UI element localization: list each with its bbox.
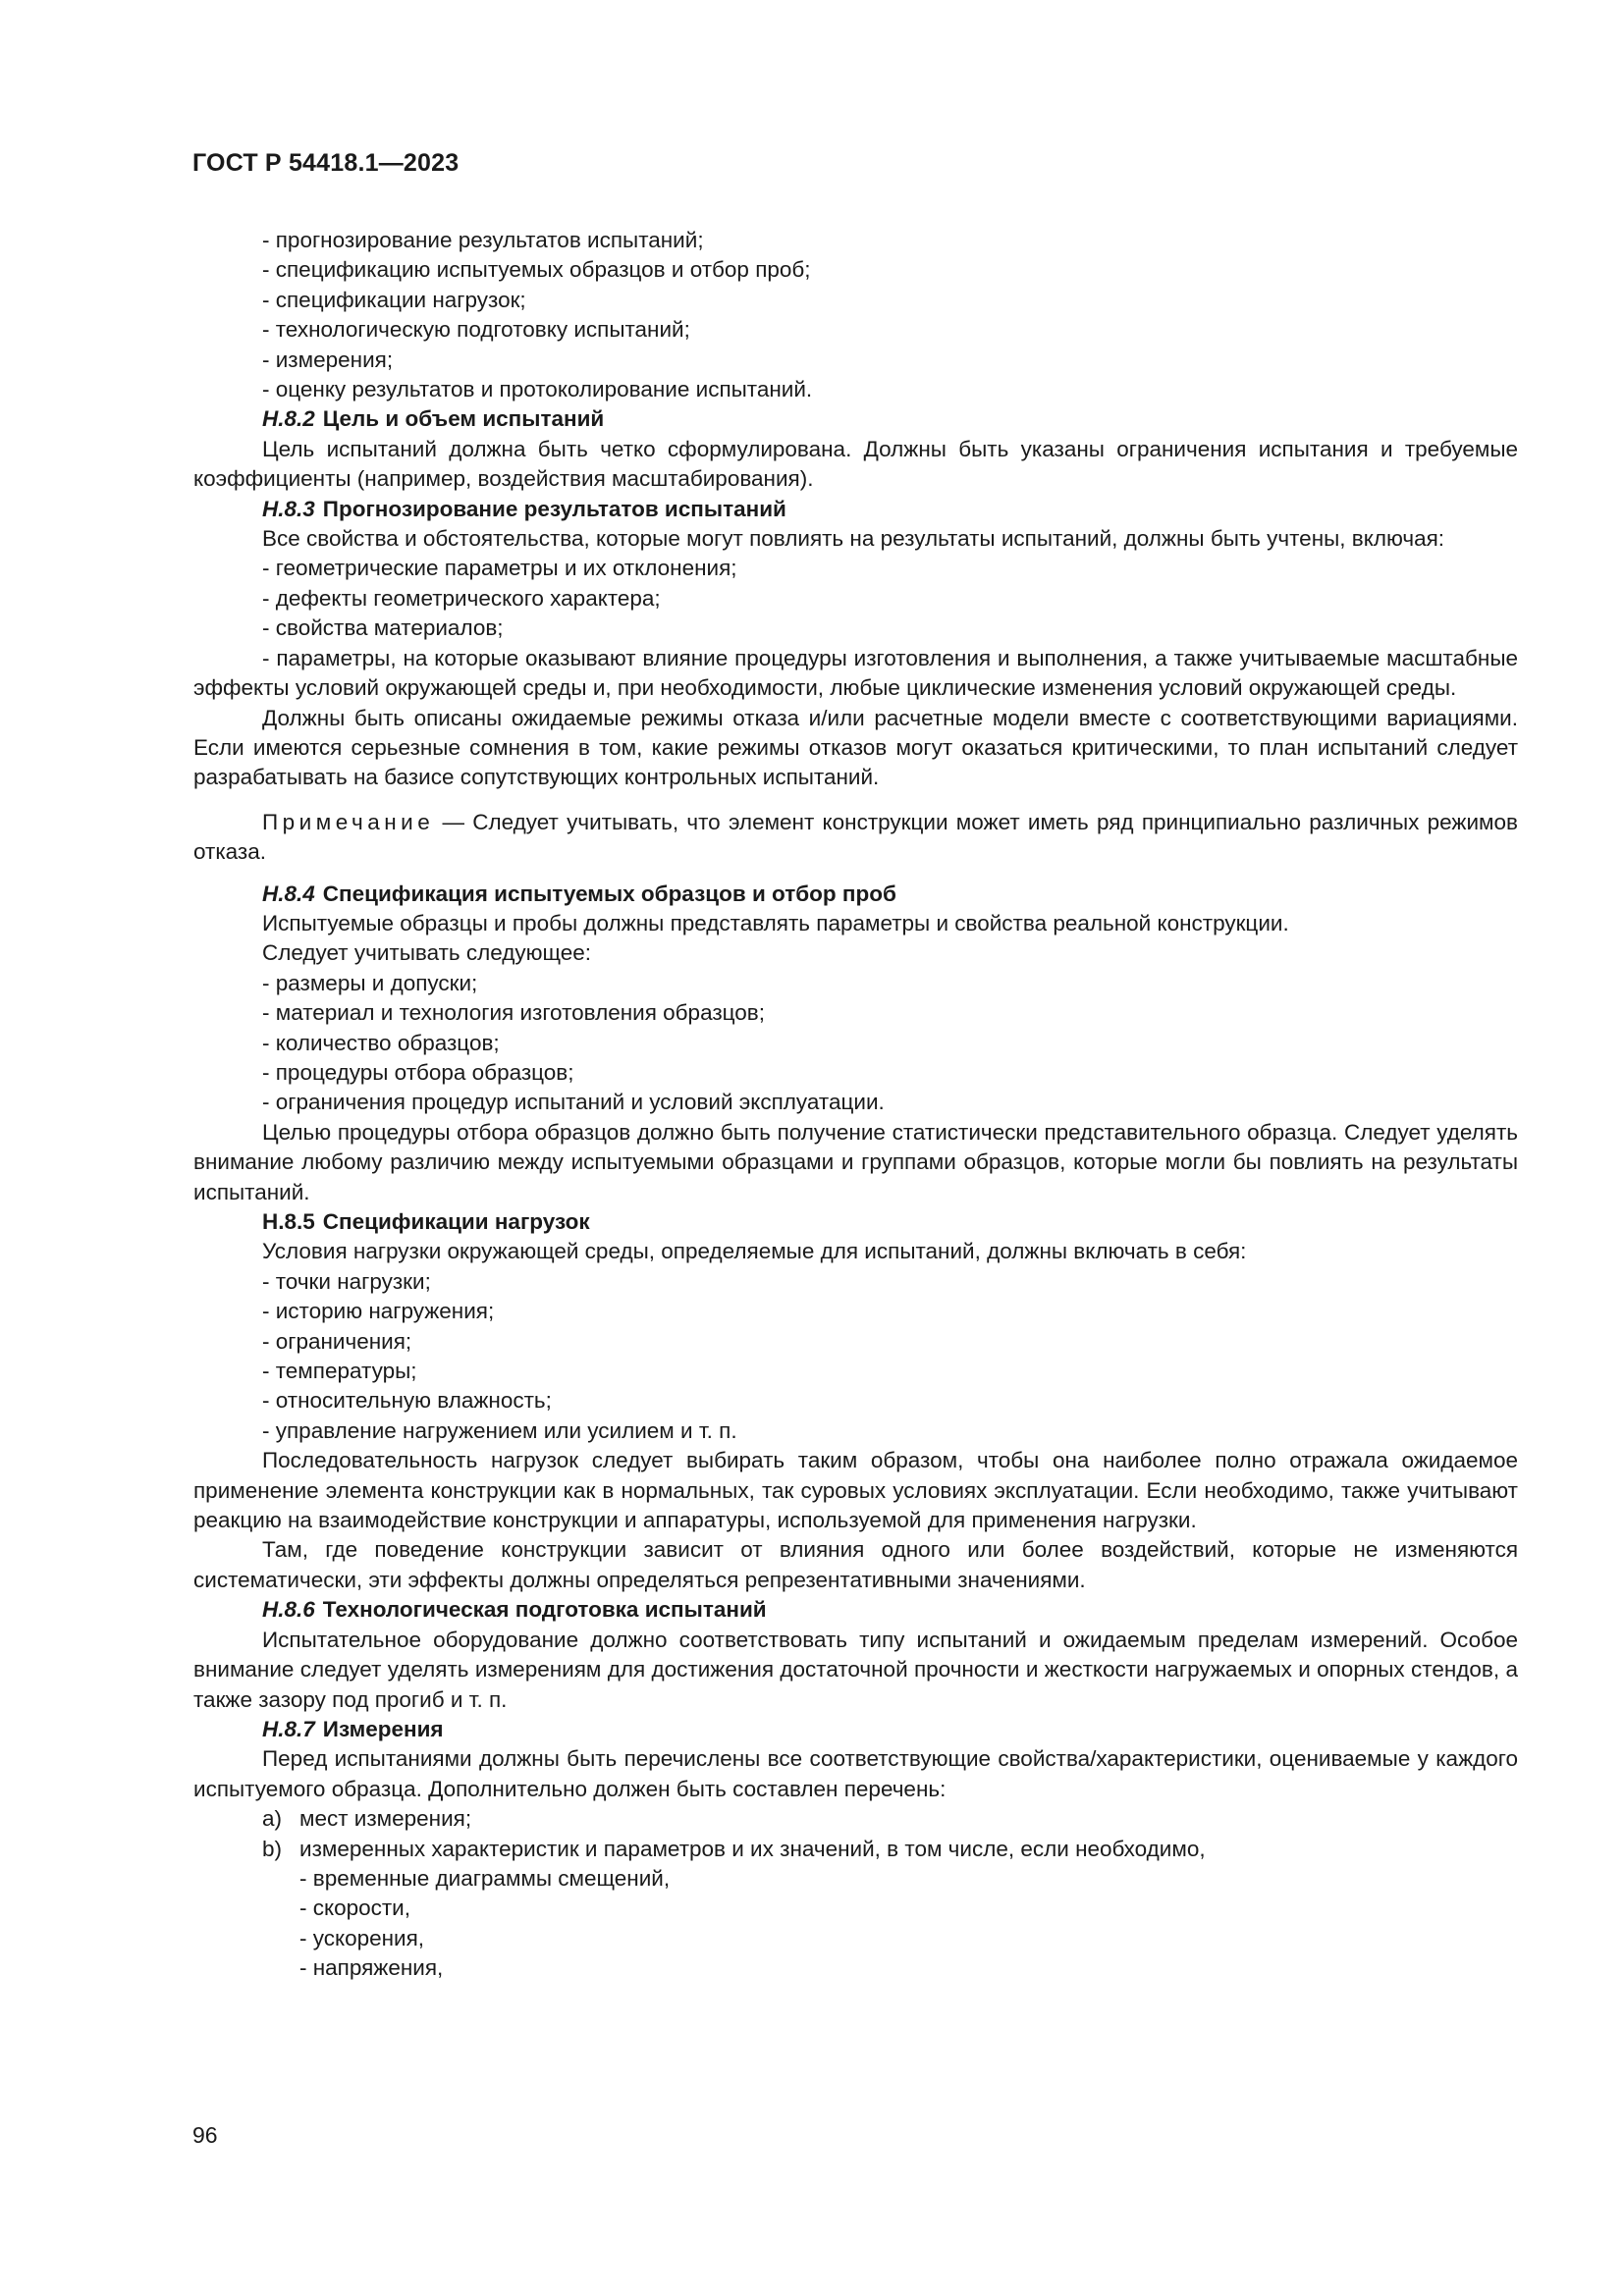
section-title: Цель и объем испытаний: [322, 406, 605, 432]
section-heading-h87: [193, 1715, 1518, 1744]
enum-item: [193, 1835, 1518, 1864]
section-heading-h84: [193, 880, 1518, 909]
section-title: Спецификации нагрузок: [322, 1209, 590, 1234]
paragraph: Следует учитывать следующее:: [262, 940, 592, 966]
list-item: - дефекты геометрического характера;: [262, 585, 661, 611]
section-title: Прогнозирование результатов испытаний: [322, 496, 786, 521]
section-number: Н.8.5: [262, 1209, 315, 1234]
list-item: - ограничения;: [262, 1328, 412, 1354]
sub-list-item: - ускорения,: [299, 1925, 425, 1950]
list-item: - историю нагружения;: [262, 1299, 495, 1324]
list-item: - количество образцов;: [262, 1030, 500, 1055]
page-number: 96: [192, 2122, 218, 2148]
enum-mark: b): [262, 1836, 283, 1861]
note-label: Примечание: [262, 809, 435, 834]
standard-header: ГОСТ Р 54418.1—2023: [192, 149, 460, 177]
document-body: [193, 226, 1518, 1984]
list-item: - управление нагружением или усилием и т. п.: [262, 1417, 737, 1443]
sub-list-item: - временные диаграммы смещений,: [299, 1865, 671, 1891]
list-item: - прогнозирование результатов испытаний;: [262, 228, 704, 252]
list-item: - параметры, на которые оказывают влияние процедуры изготовления и выполнения, а также учитываемые масштабные эффекты условий окружающей среды и, при необходимости, любые циклические изменения условий окружающей среды.: [193, 645, 1518, 701]
list-item: - технологическую подготовку испытаний;: [262, 317, 690, 343]
list-item: - свойства материалов;: [262, 615, 504, 641]
paragraph: Испытательное оборудование должно соответствовать типу испытаний и ожидаемым пределам измерений. Особое внимание следует уделять измерениям для достижения достаточной прочности и жесткости нагружаемых и опорных стендов, а также зазору под прогиб и т. п.: [193, 1627, 1518, 1712]
section-number: Н.8.4: [262, 881, 315, 906]
paragraph: Перед испытаниями должны быть перечислены все соответствующие свойства/характеристики, оцениваемые у каждого испытуемого образца. Дополнительно должен быть составлен перечень:: [193, 1746, 1518, 1801]
enum-item: [193, 1804, 1518, 1834]
enum-text: измеренных характеристик и параметров и их значений, в том числе, если необходимо,: [299, 1836, 1206, 1861]
list-item: - ограничения процедур испытаний и условий эксплуатации.: [262, 1090, 885, 1115]
paragraph: Все свойства и обстоятельства, которые могут повлиять на результаты испытаний, должны быть учтены, включая:: [262, 526, 1445, 552]
list-item: - спецификации нагрузок;: [262, 287, 526, 312]
section-heading-h85: [193, 1207, 1518, 1237]
list-item: - размеры и допуски;: [262, 970, 478, 995]
paragraph: Там, где поведение конструкции зависит от влияния одного или более воздействий, которые не изменяются систематически, эти эффекты должны определяться репрезентативными значениями.: [193, 1537, 1518, 1592]
list-item: - измерения;: [262, 347, 394, 372]
list-item: - температуры;: [262, 1359, 417, 1384]
list-item: - материал и технология изготовления образцов;: [262, 1000, 765, 1026]
section-title: Технологическая подготовка испытаний: [322, 1597, 767, 1623]
sub-list-item: - скорости,: [299, 1896, 411, 1921]
paragraph: Условия нагрузки окружающей среды, определяемые для испытаний, должны включать в себя:: [262, 1239, 1247, 1264]
section-heading-h82: [193, 404, 1518, 434]
list-item: - процедуры отбора образцов;: [262, 1059, 574, 1085]
section-number: Н.8.6: [262, 1597, 315, 1623]
paragraph: Цель испытаний должна быть четко сформулирована. Должны быть указаны ограничения испытания и требуемые коэффициенты (например, воздействия масштабирования).: [193, 436, 1518, 492]
paragraph: Должны быть описаны ожидаемые режимы отказа и/или расчетные модели вместе с соответствующими вариациями. Если имеются серьезные сомнения в том, какие режимы отказов могут оказаться критическими, то план испытаний следует разрабатывать на базисе сопутствующих контрольных испытаний.: [193, 705, 1518, 790]
paragraph: Последовательность нагрузок следует выбирать таким образом, чтобы она наиболее полно отражала ожидаемое применение элемента конструкции как в нормальных, так суровых условиях эксплуатации. Если необходимо, также учитывают реакцию на взаимодействие конструкции и аппаратуры, используемой для применения нагрузки.: [193, 1448, 1518, 1533]
section-title: Спецификация испытуемых образцов и отбор проб: [322, 881, 896, 906]
section-heading-h86: [193, 1595, 1518, 1625]
list-item: - геометрические параметры и их отклонения;: [262, 556, 737, 581]
list-item: - точки нагрузки;: [262, 1268, 431, 1294]
paragraph: Целью процедуры отбора образцов должно быть получение статистически представительного образца. Следует уделять внимание любому различию между испытуемыми образцами и группами образцов, которые могли бы повлиять на результаты испытаний.: [193, 1119, 1518, 1204]
list-item: - относительную влажность;: [262, 1388, 552, 1414]
section-number: Н.8.7: [262, 1716, 315, 1741]
note-text: — Следует учитывать, что элемент конструкции может иметь ряд принципиально различных режимов отказа.: [193, 809, 1518, 865]
sub-list-item: - напряжения,: [299, 1955, 444, 1981]
enum-mark: a): [262, 1806, 283, 1832]
section-number: Н.8.2: [262, 406, 315, 432]
enum-text: мест измерения;: [299, 1806, 472, 1832]
section-number: Н.8.3: [262, 496, 315, 521]
list-item: - оценку результатов и протоколирование испытаний.: [262, 377, 813, 402]
list-item: - спецификацию испытуемых образцов и отбор проб;: [262, 257, 811, 283]
section-title: Измерения: [322, 1716, 444, 1741]
note: [193, 808, 1518, 868]
section-heading-h83: [193, 495, 1518, 524]
paragraph: Испытуемые образцы и пробы должны представлять параметры и свойства реальной конструкции.: [262, 910, 1289, 935]
